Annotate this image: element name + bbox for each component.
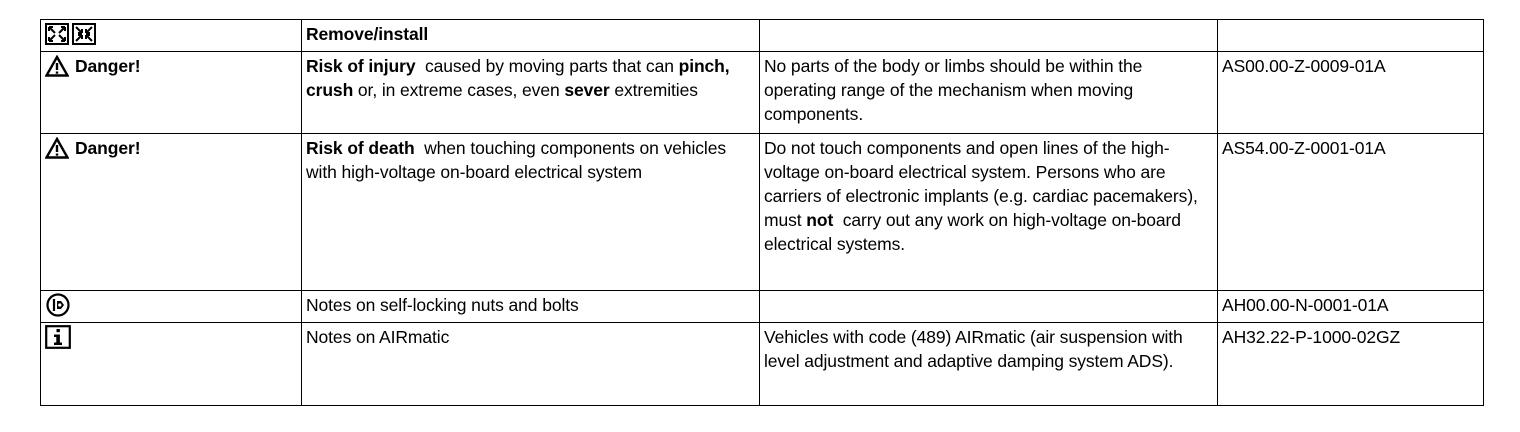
reference-code-cell — [1218, 20, 1484, 52]
install-icon — [72, 23, 96, 45]
danger-label: Danger! — [75, 138, 141, 158]
icon-cell — [41, 291, 302, 323]
note-cell — [760, 20, 1218, 52]
reference-code-cell: AS00.00-Z-0009-01A — [1218, 52, 1484, 134]
table-row — [41, 134, 1484, 291]
danger-label: Danger! — [75, 56, 141, 76]
reference-code-cell: AH32.22-P-1000-02GZ — [1218, 323, 1484, 406]
table-row — [41, 323, 1484, 406]
self-locking-nut-icon — [45, 293, 71, 317]
note-cell: Vehicles with code (489) AIRmatic (air suspension with level adjustment and adaptive damping system ADS). — [760, 323, 1218, 406]
reference-code-cell: AS54.00-Z-0001-01A — [1218, 134, 1484, 291]
row-title: Remove/install — [306, 24, 429, 44]
reference-code-cell: AH00.00-N-0001-01A — [1218, 291, 1484, 323]
icon-cell — [41, 20, 302, 52]
table-row — [41, 291, 1484, 323]
note-cell: No parts of the body or limbs should be within the operating range of the mechanism when moving components. — [760, 52, 1218, 134]
remove-icon — [45, 23, 69, 45]
icon-cell — [41, 52, 302, 134]
description-cell — [302, 20, 760, 52]
warning-triangle-icon — [45, 55, 69, 77]
note-cell — [760, 291, 1218, 323]
info-icon — [45, 325, 71, 349]
icon-cell — [41, 134, 302, 291]
description-cell: Risk of injury caused by moving parts that can pinch, crush or, in extreme cases, even sever extremities — [302, 52, 760, 134]
description-cell: Notes on AIRmatic — [302, 323, 760, 406]
warning-triangle-icon — [45, 137, 69, 159]
table-row — [41, 52, 1484, 134]
description-cell: Notes on self-locking nuts and bolts — [302, 291, 760, 323]
icon-cell — [41, 323, 302, 406]
description-cell: Risk of death when touching components on vehicles with high-voltage on-board electrical system — [302, 134, 760, 291]
note-cell: Do not touch components and open lines of the high-voltage on-board electrical system. Persons who are carriers of electronic implants (e.g. cardiac pacemakers), must not carry out any work on high-voltage on-board electrical systems. — [760, 134, 1218, 291]
table-row — [41, 20, 1484, 52]
instruction-table — [40, 19, 1484, 406]
